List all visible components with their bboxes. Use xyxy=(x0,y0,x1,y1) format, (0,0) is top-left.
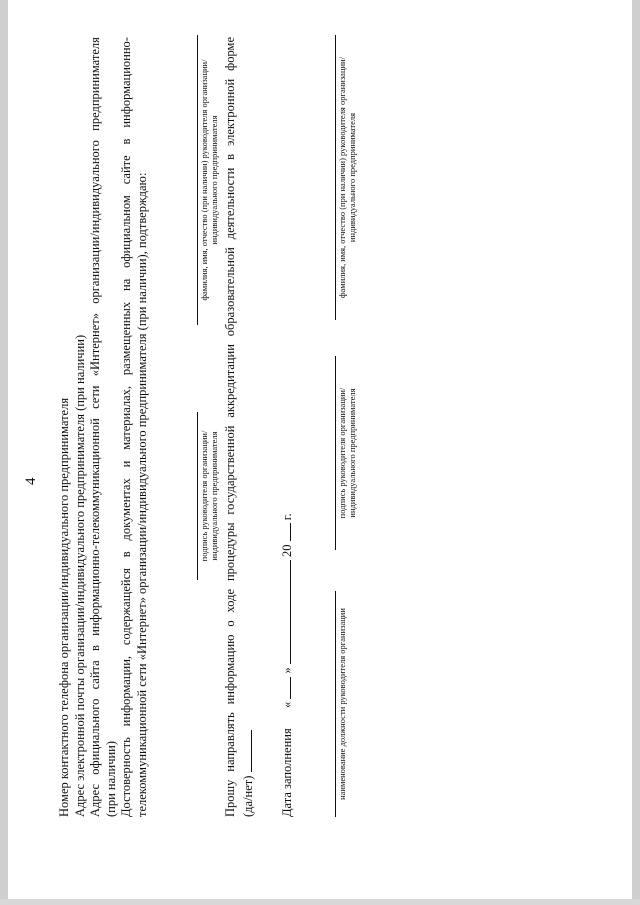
word: процедуры xyxy=(223,522,237,582)
word: сайте xyxy=(119,155,133,185)
word: Прошу xyxy=(223,779,237,817)
month-input[interactable] xyxy=(278,560,291,664)
signature-line[interactable] xyxy=(197,412,198,580)
word: информационно- xyxy=(119,37,133,128)
word: на xyxy=(119,278,133,291)
signature-caption: подпись руководителя организации/ индивидуального предпринимателя xyxy=(199,430,219,562)
word: сайта xyxy=(88,660,102,690)
website-field-label xyxy=(88,37,104,817)
position-caption: наименование должности руководителя организации xyxy=(337,608,347,800)
word: сети xyxy=(88,385,102,409)
word: направлять xyxy=(223,712,237,772)
word: аккредитации xyxy=(223,344,237,418)
word: Адрес xyxy=(88,783,102,817)
request-block xyxy=(223,37,256,817)
full-name-line[interactable] xyxy=(335,35,336,320)
website-field-tail: (при наличии) xyxy=(103,740,118,817)
word: электронной xyxy=(223,78,237,147)
word: материалах, xyxy=(119,385,133,450)
fill-date-row xyxy=(278,513,295,817)
word: образовательной xyxy=(223,247,237,337)
word: предпринимателя xyxy=(88,37,102,131)
word: информацию xyxy=(223,634,237,705)
signature-caption: подпись руководителя организации/ индивидуального предпринимателя xyxy=(337,387,357,519)
page-number: 4 xyxy=(23,477,39,485)
phone-field-label: Номер контактного телефона организации/индивидуального предпринимателя xyxy=(57,397,71,817)
form-body xyxy=(57,37,150,817)
word: Достоверность xyxy=(119,737,133,817)
word: документах xyxy=(119,478,133,541)
position-line[interactable] xyxy=(335,591,336,817)
signature-line[interactable] xyxy=(335,356,336,550)
scan-edge-right xyxy=(632,0,640,905)
email-field-label: Адрес электронной почты организации/индивидуального предпринимателя (при наличии) xyxy=(72,334,87,817)
scan-edge-left xyxy=(0,0,8,905)
word: в xyxy=(119,551,133,558)
full-name-caption: фамилия, имя, отчество (при наличии) руководителя организации/ индивидуального предпринимателя xyxy=(199,59,219,301)
day-input[interactable] xyxy=(278,677,291,699)
fill-date-label: Дата заполнения xyxy=(280,728,294,817)
word: информации, xyxy=(119,655,133,727)
full-name-line[interactable] xyxy=(197,35,198,325)
word: деятельности xyxy=(223,167,237,240)
word: в xyxy=(119,138,133,145)
word: официальном xyxy=(119,195,133,268)
scan-edge-bottom xyxy=(0,899,640,905)
word: форме xyxy=(223,37,237,71)
word: о xyxy=(223,620,237,627)
word: размещенных xyxy=(119,301,133,376)
request-answer-label: (да/нет) xyxy=(240,775,255,817)
word: ходе xyxy=(223,588,237,613)
word: государственной xyxy=(223,425,237,515)
confirmation-line-1 xyxy=(119,37,135,817)
word: информационно-телекоммуникационной xyxy=(88,418,102,636)
yes-no-input[interactable] xyxy=(239,730,252,772)
close-quote: » xyxy=(280,667,294,674)
year-input[interactable] xyxy=(278,523,291,541)
form-page xyxy=(15,25,625,885)
full-name-caption: фамилия, имя, отчество (при наличии) руководителя организации/индивидуального предпринимателя xyxy=(337,57,357,298)
word: в xyxy=(223,153,237,160)
word: официального xyxy=(88,698,102,775)
open-quote: « xyxy=(280,701,294,708)
request-line-1 xyxy=(223,37,239,817)
word: и xyxy=(119,460,133,468)
word: в xyxy=(88,645,102,652)
year-suffix: г. xyxy=(280,513,294,521)
word: содержащейся xyxy=(119,568,133,646)
request-answer xyxy=(239,37,257,817)
word: «Интернет» xyxy=(88,313,102,377)
confirmation-line-2: телекоммуникационной сети «Интернет» организации/индивидуального предпринимателя (при наличии), подтверждаю: xyxy=(134,172,149,817)
word: организации/индивидуального xyxy=(88,140,102,304)
year-prefix: 20 xyxy=(280,544,294,557)
